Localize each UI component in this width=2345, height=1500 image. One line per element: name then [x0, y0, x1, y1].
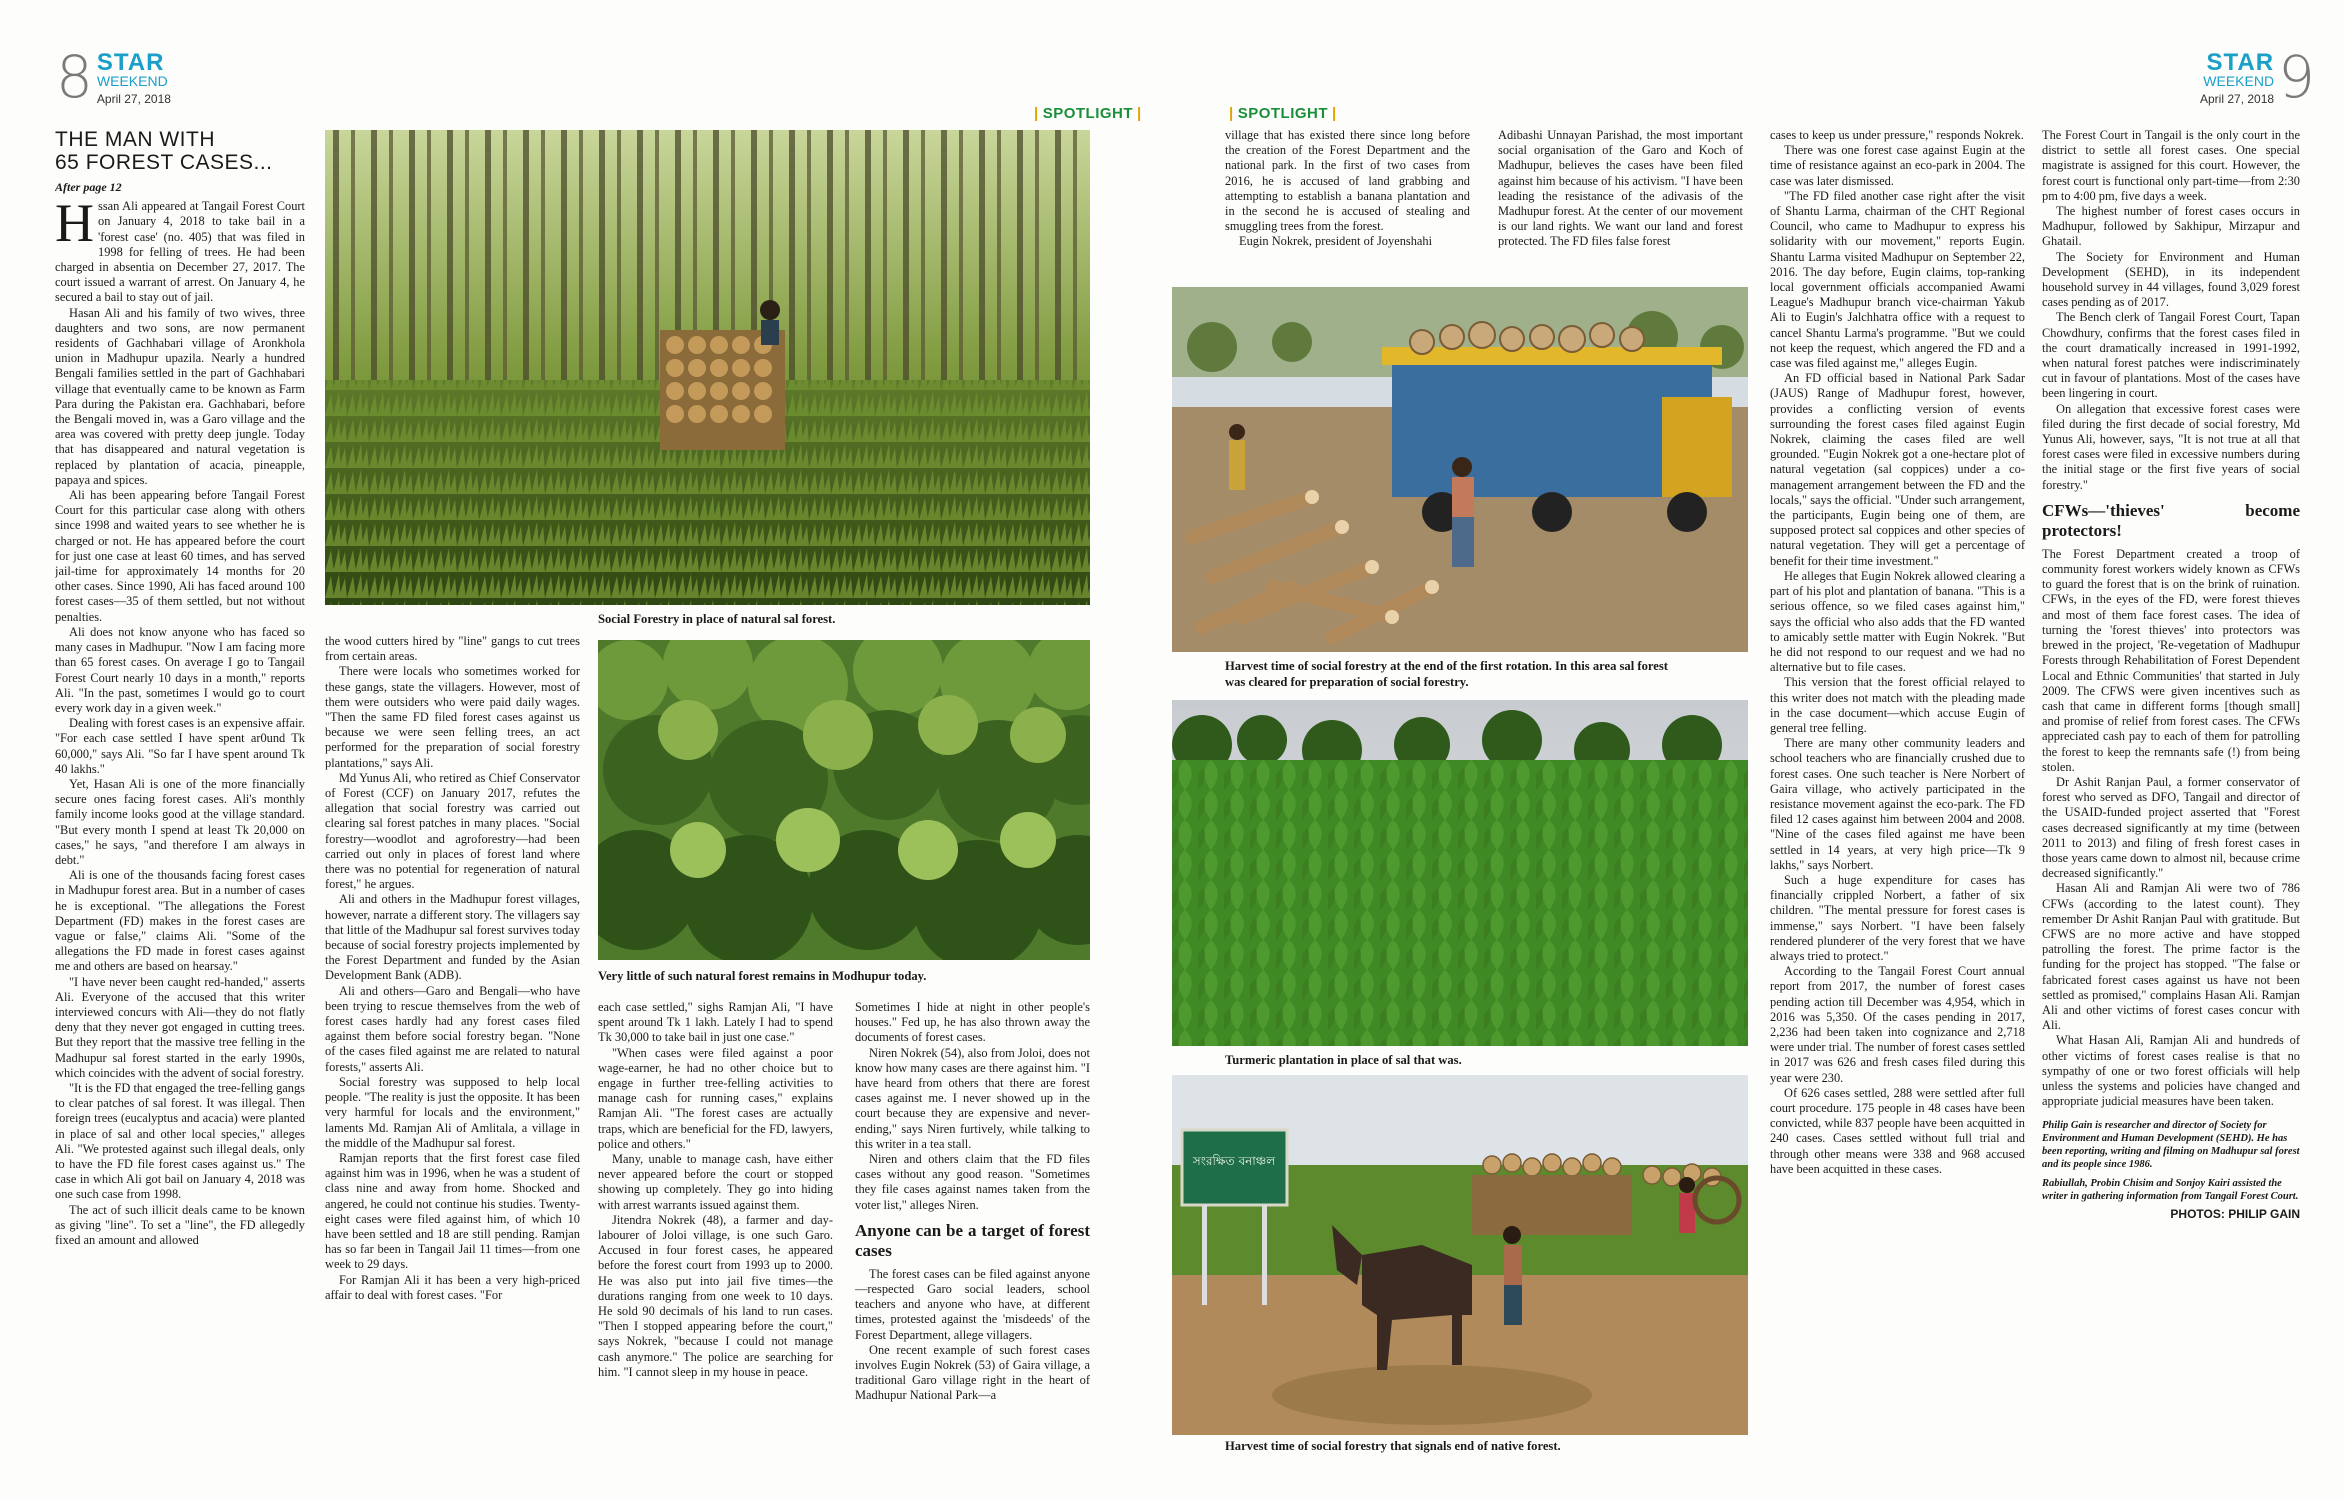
paragraph: Yet, Hasan Ali is one of the more financially secure ones facing forest cases. Ali's monthly family income looks good at the village standard. "But every month I spend at least Tk 20,000 on cases," he says, "and therefore I am always in debt." [55, 776, 305, 867]
paragraph: On allegation that excessive forest cases were filed during the first decade of social forestry, Md Yunus Ali, however, says, "It is not true at all that forest cases were filed in excessive numbers during the initial stage or the first five years of social forestry." [2042, 401, 2300, 492]
paragraph: What Hasan Ali, Ramjan Ali and hundreds of other victims of forest cases realise is that no sympathy of one or two forest officials will help unless the systems and policies have changed and appropriate judicial measures have been taken. [2042, 1033, 2300, 1109]
paragraph: Of 626 cases settled, 288 were settled after full court procedure. 175 people in 48 cases have been convicted, while 837 people have been acquitted in 240 cases. Cases settled without full trial and through other means were 338 and 968 accused have been acquitted in these cases. [1770, 1085, 2025, 1176]
paragraph: "The FD filed another case right after the visit of Shantu Larma, chairman of the CHT Regional Council, who came to Madhupur to express his solidarity with our movement," reports Eugin. Shantu Larma visited Madhupur on September 22, 2016. The day before, Eugin claims, top-ranking local government officials accompanied Awami League's Madhupur branch vice-chairman Yakub Ali to Eugin's Jalchhatra office with a request to cancel Shantu Larma's programme. "But we could not keep the request, which angered the FD and a case was filed against me," alleges Eugin. [1770, 188, 2025, 371]
paragraph: The Forest Court in Tangail is the only court in the district to settle all forest cases. One special magistrate is assigned for this court. However, the forest court is functional only part-time—from 2:30 pm to 4:00 pm, five days a week. [2042, 128, 2300, 203]
paragraph: He alleges that Eugin Nokrek allowed clearing a part of his plot and plantation of banana. "This is a serious offence, so we filed cases against him," says the official who also adds that the FD wanted to amicably settle matter with Eugin Nokrek. "But he did not respond to our request and we had no alternative but to file cases. [1770, 568, 2025, 675]
paragraph: Niren Nokrek (54), also from Joloi, does not know how many cases are there against him. "I have heard from others that there are forest cases against me. I never showed up in the court because they are expensive and never-ending," says Niren furtively, while talking to this writer in a tea stall. [855, 1045, 1090, 1151]
photo-horse-cart [1172, 1075, 1748, 1435]
issue-date-left: April 27, 2018 [96, 92, 171, 106]
article-column-8 [2042, 128, 2300, 1473]
paragraph: Ali and others—Garo and Bengali—who have been trying to rescue themselves from the web of forest cases hardly had any forest cases filed against them before social forestry began. "None of the cases filed against me are related to natural forests," asserts Ali. [325, 983, 580, 1074]
author-bio: Philip Gain is researcher and director of Society for Environment and Human Development (SEHD). He has been reporting, writing and filming on Madhupur sal forest and its people since 1986. [2042, 1120, 2300, 1171]
paragraph: Eugin Nokrek, president of Joyenshahi [1239, 234, 1433, 249]
photo-harvest-truck [1172, 287, 1748, 652]
issue-date-right: April 27, 2018 [2200, 92, 2275, 106]
paragraph: cases to keep us under pressure," responds Nokrek. [1770, 128, 2024, 142]
page-number-right: 9 [2278, 43, 2315, 111]
article-column-7 [1770, 128, 2025, 1460]
paragraph: each case settled," sighs Ramjan Ali, "I have spent around Tk 1 lakh. Lately I had to spend Tk 30,000 to take bail in just one case." [598, 1000, 833, 1045]
log-truck-image [1172, 287, 1748, 652]
left-masthead [56, 43, 171, 111]
paragraph: One recent example of such forest cases involves Eugin Nokrek (53) of Gaira village, a traditional Garo village right in the heart of Madhupur National Park—a [855, 1342, 1090, 1403]
subhead-cfws: CFWs—'thieves' become protectors! [2042, 500, 2300, 540]
paragraph: Hasan Ali and his family of two wives, three daughters and two sons, are now permanent residents of Gachhabari village of Aronkhola union in Madhupur upazila. Nearly a hundred Bengali families settled in the part of Gachhabari village that eventually came to be known as Farm Para during the Pakistan era. Gachhabari, before the Bengali moved in, was a Garo village and the area was covered with pretty deep jungle. Today that has disappeared and natural vegetation is replaced by plantation of acacia, pineapple, papaya and spices. [55, 305, 305, 487]
right-masthead [2200, 43, 2315, 111]
caption-photo1: Social Forestry in place of natural sal forest. [598, 612, 836, 626]
paragraph: The highest number of forest cases occurs in Madhupur, followed by Sakhipur, Mirzapur and Ghatail. [2042, 204, 2300, 249]
paragraph: Ramjan reports that the first forest case filed against him was in 1996, when he was a student of class nine and away from home. Shocked and angered, he could not continue his studies. Twenty-eight cases were filed against him, of which 10 have been settled and 18 are still pending. Ramjan has so far been in Tangail Jail 11 times—from one week to 29 days. [325, 1150, 580, 1272]
paragraph: Adibashi Unnayan Parishad, the most important social organisation of the Garo and Koch of Madhupur, believes the cases have been filed against him because of his activism. "I have been leading the resistance of the adivasis of the Madhupur forest. At the center of our movement is our land rights. We want our land and forest protected. The FD files false forest [1498, 128, 1743, 249]
photo-credit: PHOTOS: PHILIP GAIN [2170, 1207, 2300, 1222]
article-column-3 [598, 1000, 833, 1460]
caption-photo2: Very little of such natural forest remains in Modhupur today. [598, 969, 927, 983]
paragraph: "When cases were filed against a poor wage-earner, he had no other choice but to engage in further tree-felling activities to manage cash for running cases," explains Ramjan Ali. "The forest cases are actually traps, which are beneficial for the FD, lawyers, police and others." [598, 1045, 833, 1151]
paragraph: Jitendra Nokrek (48), a farmer and day-labourer of Joloi village, is one such Garo. Accused in four forest cases, he appeared before the forest court from 1993 up to 2000. He was also put into jail five times—the durations ranging from one week to 10 days. He sold 90 decimals of his land to run cases. "Then I stopped appearing before the court," says Nokrek, "because I could not manage cash anymore." The police are searching for him. "I cannot sleep in my house in peace. [598, 1212, 833, 1379]
lead-paragraph: Hssan Ali appeared at Tangail Forest Court on January 4, 2018 to take bail in a 'forest case' (no. 405) that was filed in 1998 for felling of trees. He had been charged in absentia on December 27, 2017. The court issued a warrant of arrest. On January 4, he secured a bail to stay out of jail. [55, 193, 305, 305]
caption-photo4: Turmeric plantation in place of sal that was. [1225, 1053, 1462, 1067]
paragraph: This version that the forest official relayed to this writer does not match with the pleading made in the case document—which accuse Eugin of general tree felling. [1770, 675, 2025, 735]
paragraph: There were locals who sometimes worked for these gangs, state the villagers. However, most of them were outsiders who were paid daily wages. "Then the same FD filed forest cases against us because we were seen felling trees, an act performed for the preparation of social forestry plantations," says Ali. [325, 664, 580, 770]
photo-turmeric [1172, 700, 1748, 1046]
caption-photo3: Harvest time of social forestry at the end of the first rotation. In this area sal forest was cleared for preparation of social forestry. [1225, 659, 1668, 689]
natural-forest-image [598, 640, 1090, 960]
paragraph: village that has existed there since long before the creation of the Forest Department and the national park. In the first of two cases from 2016, he is accused of land grabbing and attempting to establish a banana plantation and in the second he is accused of stealing and smuggling trees from the forest. [1225, 128, 1470, 234]
photo-natural-forest [598, 640, 1090, 960]
article-column-4 [855, 1000, 1090, 1460]
paragraph: The act of such illicit deals came to be known as giving "line". To set a "line", the FD allegedly fixed an amount and allowed [55, 1202, 305, 1248]
paragraph: Many, unable to manage cash, have either never appeared before the court or stopped showing up completely. They go into hiding with arrest warrants issued against them. [598, 1152, 833, 1212]
brand-star-left: STAR [96, 49, 165, 76]
headline: THE MAN WITH 65 FOREST CASES... [55, 128, 273, 174]
paragraph: The Bench clerk of Tangail Forest Court, Tapan Chowdhury, confirms that the forest cases filed in the court dramatically increased in 1991-1992, when natural forest patches were indiscriminately cut in favour of plantations. Most of the cases have been lingering in court. [2042, 310, 2300, 401]
assist-credit: Rabiullah, Probin Chisim and Sonjoy Kairi assisted the writer in gathering information from Tangail Forest Court. [2042, 1178, 2299, 1203]
photo-social-forestry [325, 130, 1090, 605]
paragraph: Sometimes I hide at night in other people's houses." Fed up, he has also thrown away the documents of forest cases. [855, 1000, 1090, 1045]
paragraph: the wood cutters hired by "line" gangs to cut trees from certain areas. [325, 634, 580, 664]
paragraph: Ali has been appearing before Tangail Forest Court for this particular case along with others since 1998 and waited years to see whether he is charged or not. He has appeared before the court for just one case at least 60 times, and has served jail-time for approximately 14 months for 20 other cases. Since 1990, Ali has faced around 100 forest cases—35 of them settled, but not without penalties. [55, 488, 305, 624]
paragraph: An FD official based in National Park Sadar (JAUS) Range of Madhupur forest, however, provides a conflicting version of events surrounding the forest cases filed against Eugin Nokrek, claiming the cases filed are well grounded. "Eugin Nokrek got a one-hectare plot of natural vegetation (sal coppices) under a co-management arrangement between the FD and the locals," says the official. "Under such arrangement, the participants, Eugin being one of them, are supposed protect sal coppices and other species of natural vegetation. They will get a percentage of benefit for their time investment." [1770, 371, 2025, 568]
caption-photo5: Harvest time of social forestry that signals end of native forest. [1225, 1439, 1561, 1453]
article-column-1 [55, 128, 305, 1458]
paragraph: The forest cases can be filed against anyone—respected Garo social leaders, school teachers and anyone who have, at different times, protested against the 'misdeeds' of the Forest Department, allege villagers. [855, 1266, 1090, 1342]
paragraph: There was one forest case against Eugin at the time of resistance against an eco-park in 2004. The case was later dismissed. [1770, 143, 2025, 188]
subhead-target: Anyone can be a target of forest cases [855, 1220, 1090, 1260]
article-column-6 [1498, 128, 1743, 278]
paragraph: "I have never been caught red-handed," asserts Ali. Everyone of the accused that this writer interviewed concurs with Ali—they do not flatly deny that they never got engaged in cutting trees. But they report that the massive tree felling in the Madhupur sal forest started in the early 1990s, which coincides with the advent of social forestry. [55, 974, 305, 1080]
paragraph: Social forestry was supposed to help local people. "The reality is just the opposite. It has been very harmful for locals and the environment," laments Md. Ramjan Ali of Amlitala, a village in the middle of the Madhupur sal forest. [325, 1074, 580, 1150]
brand-weekend-left: WEEKEND [96, 73, 168, 89]
paragraph: The Forest Department created a troop of community forest workers widely known as CFWs to guard the forest that is on the brink of ruination. CFWs, in the eyes of the FD, were forest thieves and most of them face forest cases. The idea of turning the 'forest thieves' into protectors was brewed in the project, 'Re-vegetation of Madhupur Forests through Rehabilitation of Forest Dependent Local and Ethnic Communities' that started in July 2009. The CFWS were given incentives such as cash that came in different forms [though small] and promise of relief from forest cases. The CFWs appreciated cash pay to each of them for patrolling the forest to keep the remnants safe (!) from being stolen. [2042, 546, 2300, 774]
forest-pineapple-image [325, 130, 1090, 605]
paragraph: Dr Ashit Ranjan Paul, a former conservator of forest who served as DFO, Tangail and director of the USAID-funded project asserted that "Forest cases decreased significantly at my time (between 2011 to 2013) and filing of fresh forest cases in those years came down to almost nil, because crime decreased significantly." [2042, 774, 2300, 881]
paragraph: Hasan Ali and Ramjan Ali were two of 786 CFWs (according to the latest count). They remember Dr Ashit Ranjan Paul with gratitude. But CFWS are no more active and have stopped patrolling the forest. The prime factor is the funding for the project has stopped. "The false or fabricated forest cases against us have not been settled as promised," complains Hasan Ali. Ramjan Ali and other victims of forest cases concur with Ali. [2042, 881, 2300, 1033]
paragraph: Ali and others in the Madhupur forest villages, however, narrate a different story. The villagers say that little of the Madhupur sal forest survives today because of social forestry projects implemented by the Forest Department and funded by the Asian Development Bank (ADB). [325, 892, 580, 983]
drop-cap: H [55, 193, 94, 254]
section-tag-left: | SPOTLIGHT | [1034, 105, 1142, 122]
page-number-left: 8 [56, 43, 93, 111]
paragraph: The Society for Environment and Human Development (SEHD), in its independent household survey in 44 villages, found 3,029 forest cases pending as of 2017. [2042, 249, 2300, 310]
article-column-2 [325, 634, 580, 1460]
paragraph: Ali does not know anyone who has faced so many cases in Madhupur. "Now I am facing more than 65 forest cases. On average I go to Tangail Forest Court nearly 10 days in a month," reports Ali. "In the past, sometimes I would go to court every work day in a given week." [55, 624, 305, 715]
paragraph: Md Yunus Ali, who retired as Chief Conservator of Forest (CCF) on January 2017, refutes the allegation that social forestry was carried out clearing sal forest patches in many places. "Social forestry—woodlot and agroforestry—had been carried out only in places of forest land where there was no potential for regeneration of natural forest," he argues. [325, 770, 580, 892]
turmeric-field-image [1172, 700, 1748, 1046]
paragraph: Such a huge expenditure for cases has financially crippled Norbert, a father of six children. "The mental pressure for forest cases is immense," says Norbert. "I have been falsely rendered plunderer of the very forest that we have always tried to protect." [1770, 872, 2025, 963]
horse-cart-image [1172, 1075, 1748, 1435]
section-tag-right: | SPOTLIGHT | [1229, 105, 1337, 122]
continued-from: After page 12 [55, 180, 122, 194]
article-column-5 [1225, 128, 1470, 278]
paragraph: Niren and others claim that the FD files cases without any good reason. "Sometimes they file cases against names taken from the voter list," alleges Niren. [855, 1152, 1090, 1212]
paragraph: Ali is one of the thousands facing forest cases in Madhupur forest area. But in a number of cases he is exceptional. "The allegations the Forest Department (FD) makes in the forest cases are vague or false," claims Ali. "Some of the allegations the FD made in forest cases against me and others are based on hearsay." [55, 868, 305, 974]
paragraph: There are many other community leaders and school teachers who are financially crushed due to forest cases. One such teacher is Nere Norbert of Gaira village, who actively participated in the resistance movement against the eco-park. The FD filed 12 cases against him between 2004 and 2008. "Nine of the cases filed against me have been settled in 14 years, at very high price—Tk 9 lakhs," says Norbert. [1770, 736, 2025, 872]
paragraph: For Ramjan Ali it has been a very high-priced affair to deal with forest cases. "For [325, 1272, 580, 1302]
brand-star-right: STAR [2206, 49, 2275, 76]
brand-weekend-right: WEEKEND [2203, 73, 2275, 89]
paragraph: "It is the FD that engaged the tree-felling gangs to clear patches of sal forest. It was illegal. Then foreign trees (eucalyptus and acacia) were planted in place of sal and other local species," alleges Ali. "We protested against such illegal deals, only to have the FD file forest cases against us." The case in which Ali got bail on January 4, 2018 was one such case from 1998. [55, 1080, 305, 1202]
paragraph: According to the Tangail Forest Court annual report from 2017, the number of forest cases pending action till December was 4,954, which in 2016 was 5,350. Of the cases pending in 2017, 2,236 had been taken into cognizance and 2,718 were under trial. The number of forest cases settled in 2017 was 626 and fresh cases filed during this year were 230. [1770, 964, 2025, 1085]
signboard-text: সংরক্ষিত বনাঞ্চল [1192, 1154, 1276, 1168]
paragraph: Dealing with forest cases is an expensive affair. "For each case settled I have spent ar0und Tk 60,000," says Ali. "So far I have spent around Tk 40 lakhs." [55, 716, 305, 776]
